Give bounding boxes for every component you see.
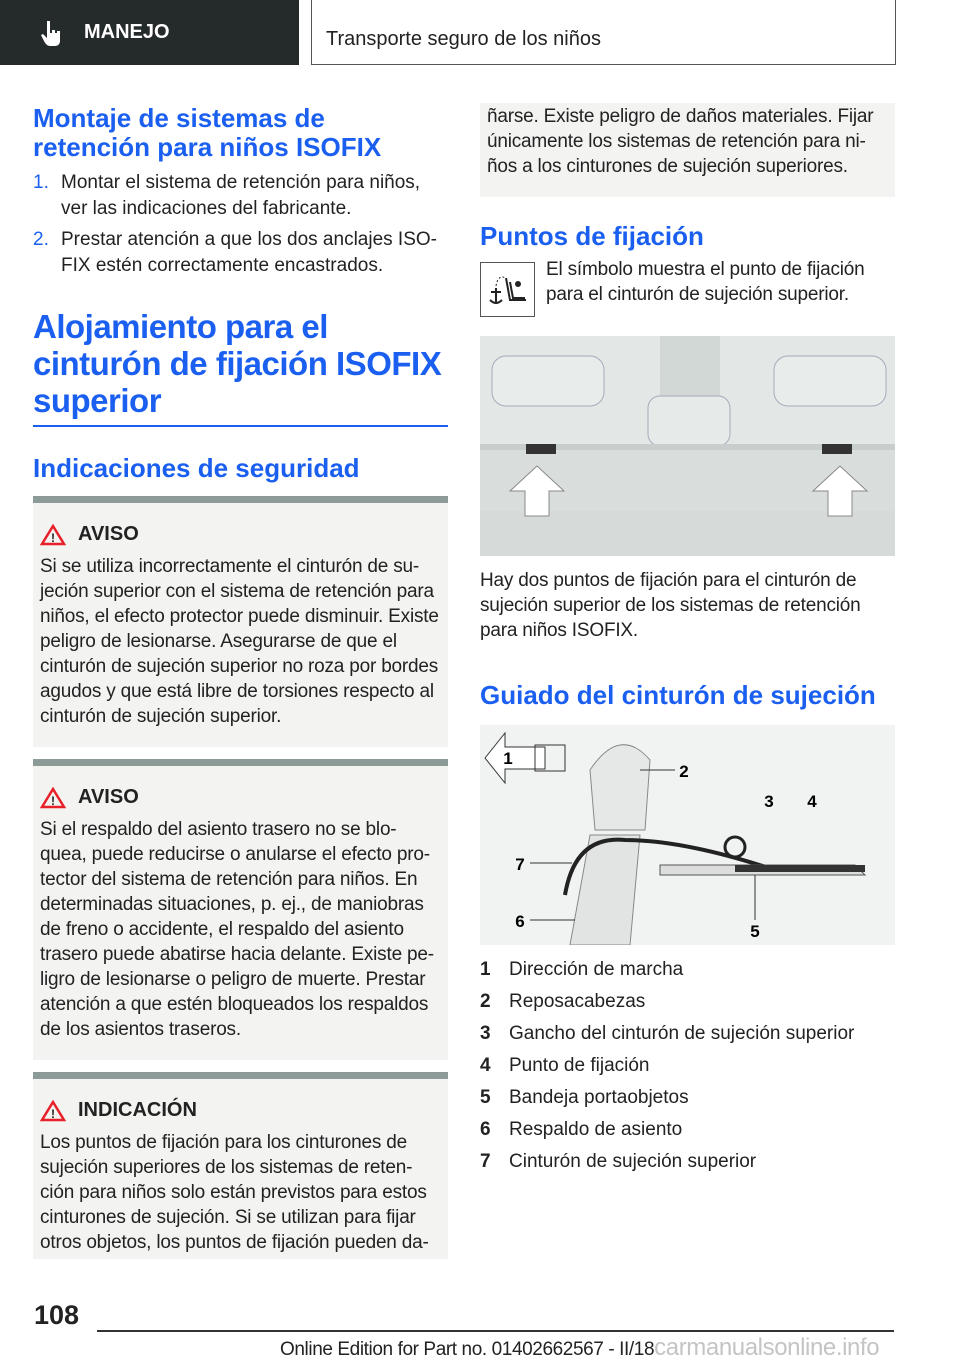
list-item	[480, 1082, 895, 1114]
step-text: Montar el sistema de retención para niños, ver las indicaciones del fabricante.	[61, 172, 421, 219]
callout-3: 3	[764, 792, 774, 811]
callout-4: 4	[807, 792, 817, 811]
svg-text:!: !	[51, 530, 55, 545]
list-item	[480, 954, 895, 986]
step-number: 2.	[33, 229, 49, 250]
heading-indicaciones: Indicaciones de seguridad	[33, 453, 360, 483]
footer-edition	[280, 1334, 879, 1362]
box-continuation: ñarse. Existe peligro de daños materiales. Fijar únicamente los sistemas de retención para ni-ños a los cinturones de sujeción superiores.	[480, 103, 895, 197]
hand-pointer-icon	[40, 19, 64, 47]
warning-triangle-icon	[40, 787, 66, 809]
note-box	[33, 1072, 448, 1259]
tether-anchor-symbol-icon	[480, 262, 535, 317]
box-title: INDICACIÓN	[78, 1099, 197, 1121]
warning-box	[33, 496, 448, 747]
heading-alojamiento: Alojamiento para el cinturón de fijación ISOFIX superior	[33, 308, 448, 427]
list-item	[33, 227, 448, 278]
heading-guiado: Guiado del cinturón de sujeción	[480, 680, 876, 710]
heading-montaje: Montaje de sistemas de retención para niños ISOFIX	[33, 103, 382, 162]
legend-number: 3	[480, 1023, 491, 1044]
legend-text: Gancho del cinturón de sujeción superior	[509, 1023, 855, 1044]
legend-text: Cinturón de sujeción superior	[509, 1151, 757, 1172]
legend-number: 1	[480, 959, 491, 980]
legend-text: Dirección de marcha	[509, 959, 684, 980]
right-column	[480, 103, 895, 1178]
callout-5: 5	[750, 922, 760, 941]
symbol-row	[480, 259, 895, 317]
box-title: AVISO	[78, 786, 139, 808]
belt-routing-diagram	[480, 725, 895, 945]
page-number: 108	[34, 1300, 80, 1330]
box-title: AVISO	[78, 523, 139, 545]
svg-text:!: !	[51, 793, 55, 808]
callout-1: 1	[503, 749, 513, 768]
box-text: Los puntos de fijación para los cinturones de sujeción superiores de los sistemas de reten-ción para niños solo están previstos para estos cinturones de sujeción. Si se utilizan para fijar otros objetos, los puntos de fijación pueden da-	[40, 1132, 429, 1253]
watermark-link[interactable]: carmanualsonline.info	[654, 1334, 880, 1361]
legend-text: Reposacabezas	[509, 991, 646, 1012]
legend-list	[480, 954, 895, 1178]
edition-text: Online Edition for Part no. 01402662567 - II/18	[280, 1339, 655, 1360]
chapter-title: Transporte seguro de los niños	[311, 0, 896, 65]
box-text: Si el respaldo del asiento trasero no se blo-quea, puede reducirse o anularse el efecto pro-tector del sistema de retención para niños. En determinadas situaciones, p. ej., de maniobras de freno o accidente, el respaldo del asiento trasero puede abatirse hacia delante. Existe pe-ligro de lesionarse o peligro de muerte. Prestar atención a que estén bloqueados los respaldos de los asientos traseros.	[40, 819, 434, 1040]
warning-triangle-icon	[40, 524, 66, 546]
legend-number: 7	[480, 1151, 491, 1172]
rear-seat-anchor-image	[480, 336, 895, 556]
section-tab	[0, 0, 299, 65]
section-label: MANEJO	[84, 21, 170, 43]
list-item	[480, 986, 895, 1018]
step-number: 1.	[33, 172, 49, 193]
legend-text: Respaldo de asiento	[509, 1119, 683, 1140]
legend-number: 5	[480, 1087, 491, 1108]
list-item	[480, 1114, 895, 1146]
box-text: Si se utiliza incorrectamente el cinturón de su-jeción superior con el sistema de retención para niños, el efecto protector puede disminuir. Existe peligro de lesionarse. Asegurarse de que el cinturón de sujeción superior no roza por bordes agudos y que está libre de torsiones respecto al cinturón de sujeción superior.	[40, 556, 439, 727]
callout-7: 7	[515, 855, 525, 874]
callout-6: 6	[515, 912, 525, 931]
list-item	[480, 1146, 895, 1178]
warning-triangle-icon	[40, 1100, 66, 1122]
left-column	[33, 104, 448, 1271]
legend-number: 6	[480, 1119, 491, 1140]
list-item	[33, 170, 448, 221]
list-item	[480, 1018, 895, 1050]
symbol-text: El símbolo muestra el punto de fijación para el cinturón de sujeción superior.	[546, 259, 865, 305]
legend-number: 2	[480, 991, 491, 1012]
footer-divider	[97, 1330, 894, 1332]
step-text: Prestar atención a que los dos anclajes ISO-FIX estén correctamente encastrados.	[61, 229, 437, 276]
legend-number: 4	[480, 1055, 491, 1076]
steps-list	[33, 170, 448, 278]
list-item	[480, 1050, 895, 1082]
callout-2: 2	[679, 762, 689, 781]
legend-text: Punto de fijación	[509, 1055, 650, 1076]
warning-box	[33, 759, 448, 1060]
legend-text: Bandeja portaobjetos	[509, 1087, 689, 1108]
svg-text:!: !	[51, 1106, 55, 1121]
puntos-text: Hay dos puntos de fijación para el cinturón de sujeción superior de los sistemas de retención para niños ISOFIX.	[480, 570, 861, 641]
heading-puntos: Puntos de fijación	[480, 221, 704, 251]
